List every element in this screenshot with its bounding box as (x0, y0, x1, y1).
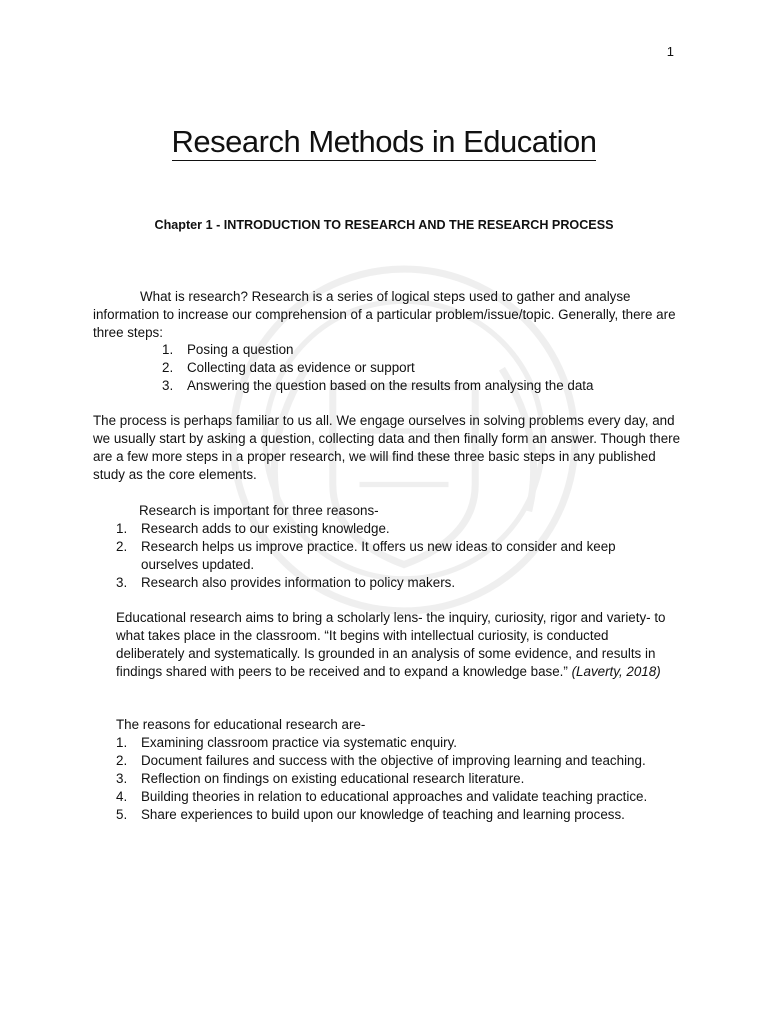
list-item-text: Research helps us improve practice. It offers us new ideas to consider and keep ourselves updated. (141, 539, 616, 572)
importance-intro: Research is important for three reasons- (139, 503, 379, 518)
importance-reasons-list (116, 520, 676, 592)
list-item-text: Research adds to our existing knowledge. (141, 521, 390, 536)
page-title-text: Research Methods in Education (171, 124, 597, 159)
page-number: 1 (666, 44, 674, 59)
chapter-heading: Chapter 1 - INTRODUCTION TO RESEARCH AND THE RESEARCH PROCESS (154, 218, 614, 232)
list-item-text: Examining classroom practice via systematic enquiry. (141, 735, 458, 750)
list-item (116, 788, 676, 806)
list-item (116, 574, 676, 592)
educational-reasons-list (116, 734, 676, 824)
list-item (162, 377, 593, 395)
intro-paragraph (93, 288, 685, 342)
list-item-text: Answering the question based on the results from analysing the data (187, 378, 594, 393)
citation: (Laverty, 2018) (571, 664, 661, 679)
educational-research-text: Educational research aims to bring a scholarly lens- the inquiry, curiosity, rigor and variety- to what takes place in the classroom. “It begins with intellectual curiosity, is conducted deliberately and systematically. Is grounded in an analysis of some evidence, and results in findings shared with peers to be received and to expand a knowledge base.” (116, 610, 666, 679)
list-item-text: Document failures and success with the objective of improving learning and teaching. (141, 753, 646, 768)
list-item (162, 359, 593, 377)
list-item-number: 1. (162, 342, 174, 357)
list-item-number: 3. (116, 575, 128, 590)
list-item-number: 2. (162, 360, 174, 375)
list-item (162, 341, 593, 359)
reasons-intro: The reasons for educational research are- (116, 717, 366, 732)
list-item-number: 3. (162, 378, 174, 393)
list-item (116, 538, 676, 574)
list-item (116, 752, 676, 770)
intro-paragraph-text: What is research? Research is a series of logical steps used to gather and analyse information to increase our comprehension of a particular problem/issue/topic. Generally, there are three steps: (93, 289, 676, 340)
list-item (116, 770, 676, 788)
list-item-number: 1. (116, 521, 128, 536)
list-item (116, 520, 676, 538)
list-item-text: Share experiences to build upon our knowledge of teaching and learning process. (141, 807, 625, 822)
list-item (116, 806, 676, 824)
list-item-text: Building theories in relation to educational approaches and validate teaching practice. (141, 789, 648, 804)
list-item-number: 2. (116, 539, 128, 554)
list-item-number: 2. (116, 753, 128, 768)
list-item-number: 1. (116, 735, 128, 750)
page-title (0, 124, 768, 160)
list-item-text: Research also provides information to policy makers. (141, 575, 456, 590)
list-item-text: Posing a question (187, 342, 294, 357)
list-item-number: 4. (116, 789, 128, 804)
process-paragraph: The process is perhaps familiar to us all. We engage ourselves in solving problems every day, and we usually start by asking a question, collecting data and then finally form an answer. Though there are a few more steps in a proper research, we will find these three basic steps in any published study as the core elements. (93, 413, 681, 482)
list-item-number: 3. (116, 771, 128, 786)
list-item-text: Collecting data as evidence or support (187, 360, 415, 375)
list-item-text: Reflection on findings on existing educational research literature. (141, 771, 525, 786)
steps-list (162, 341, 593, 395)
educational-research-paragraph (116, 609, 676, 681)
list-item (116, 734, 676, 752)
list-item-number: 5. (116, 807, 128, 822)
